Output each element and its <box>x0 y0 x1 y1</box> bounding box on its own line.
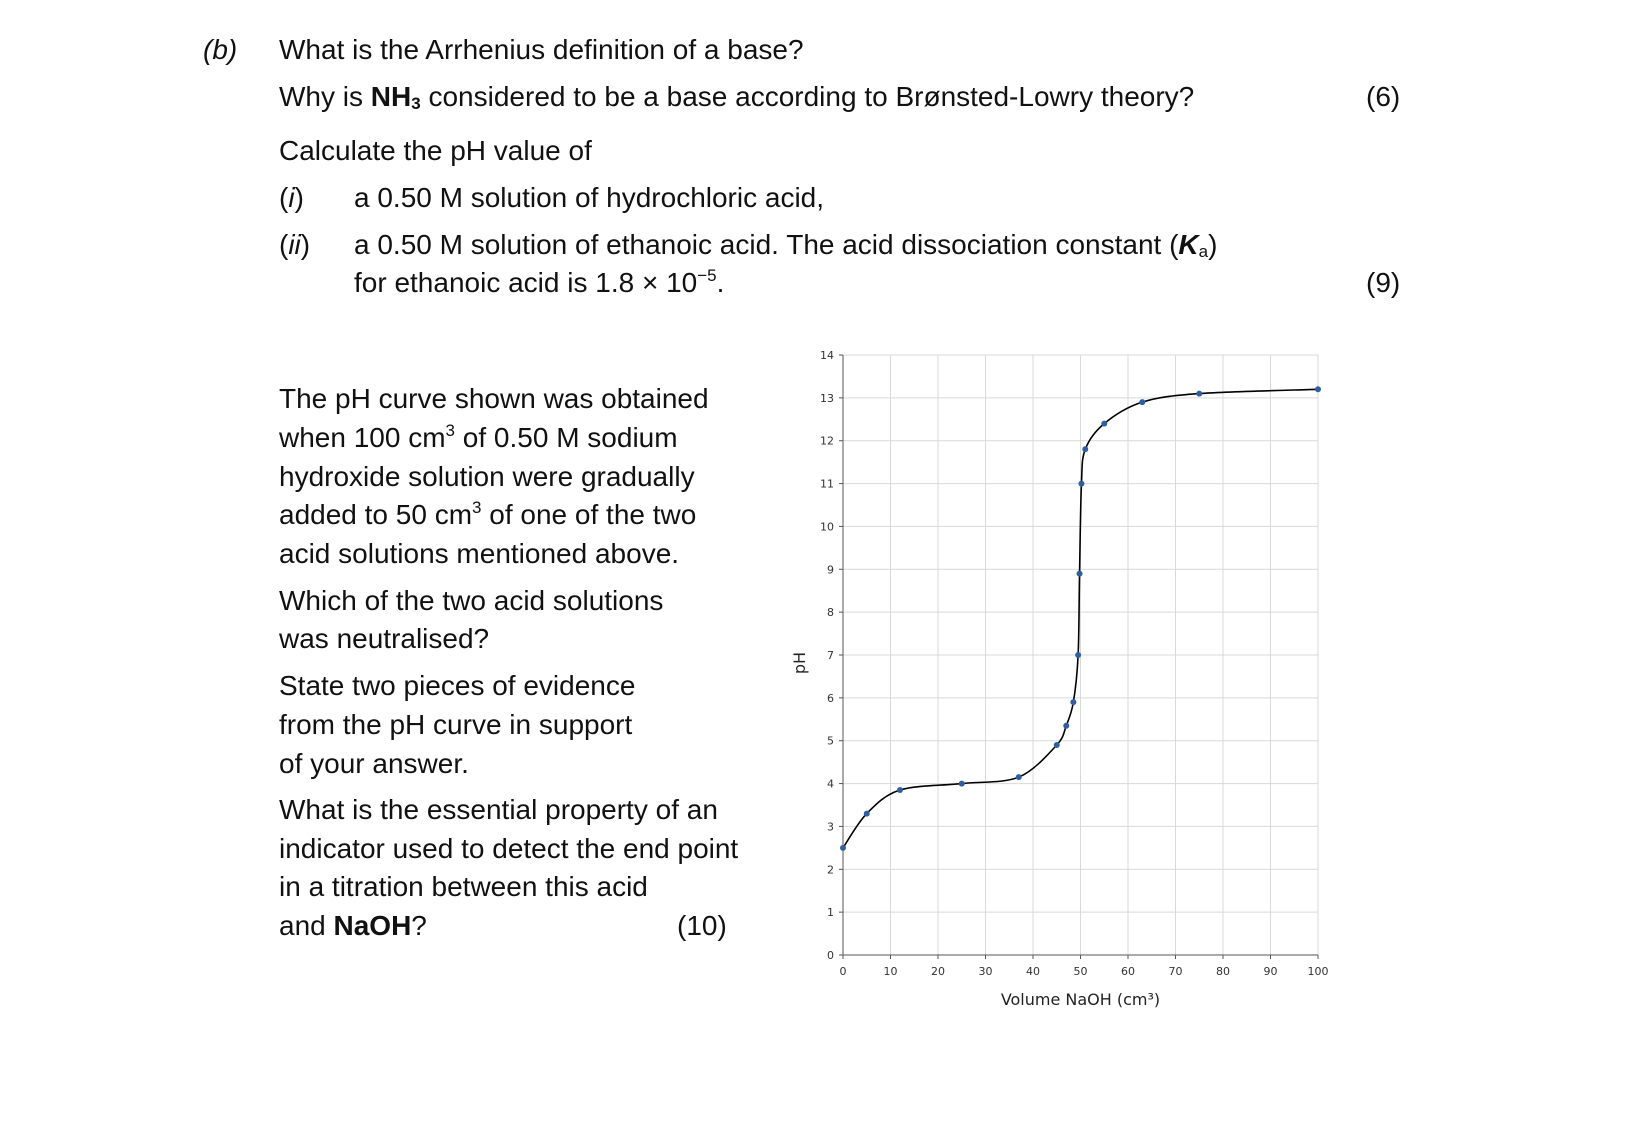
x-tick-label: 60 <box>1121 965 1135 978</box>
data-point <box>1315 386 1321 392</box>
data-point <box>897 787 903 793</box>
p4-l4-b: ? <box>411 910 427 941</box>
curve-p1-line1: The pH curve shown was obtained <box>279 383 709 414</box>
sub-ii-text-line2 <box>354 266 724 300</box>
data-point <box>1070 699 1076 705</box>
curve-p1-line4 <box>279 498 696 532</box>
y-tick-label: 6 <box>827 691 834 705</box>
p1-l2-sup: 3 <box>445 421 456 440</box>
y-tick-label: 7 <box>827 649 834 662</box>
y-tick-label: 0 <box>827 949 834 962</box>
data-point <box>1054 742 1060 748</box>
question-bronsted <box>279 80 1194 114</box>
y-tick-label: 3 <box>827 820 834 834</box>
sub-ii-numeral: ii <box>288 229 301 260</box>
data-point <box>1077 571 1083 577</box>
y-tick-label: 4 <box>827 777 834 791</box>
data-point <box>1082 446 1088 452</box>
data-point <box>959 781 965 787</box>
x-tick-label: 100 <box>1307 965 1329 978</box>
x-axis-label: Volume NaOH (cm³) <box>1000 990 1161 1009</box>
x-tick-label: 40 <box>1026 965 1040 978</box>
y-tick-label: 1 <box>827 906 834 920</box>
curve-p1-line2 <box>279 421 678 455</box>
x-tick-label: 50 <box>1073 965 1088 978</box>
sub-ii-label: (ii) <box>279 229 311 260</box>
curve-p4-line4 <box>279 909 427 943</box>
data-point <box>1078 481 1084 487</box>
naoh-bold: NaOH <box>333 910 412 941</box>
ii-line2-a: for ethanoic acid is 1.8 × 10 <box>354 267 698 298</box>
ii-text-a: a 0.50 M solution of ethanoic acid. The acid dissociation constant ( <box>354 229 1179 260</box>
curve-p4-line3: in a titration between this acid <box>279 871 648 902</box>
curve-p3-line2: from the pH curve in support <box>279 709 633 740</box>
curve-p4-line2: indicator used to detect the end point <box>279 833 739 864</box>
p1-l2-b: of 0.50 M sodium <box>455 422 678 453</box>
x-tick-label: 30 <box>978 965 993 978</box>
x-tick-label: 20 <box>931 965 945 978</box>
y-tick-label: 8 <box>827 606 834 620</box>
x-tick-label: 0 <box>839 965 847 978</box>
question-arrhenius: What is the Arrhenius definition of a base? <box>279 34 804 65</box>
q2-pre: Why is <box>279 81 371 112</box>
ii-line2-b: . <box>716 267 725 298</box>
ii-text-b: ) <box>1208 229 1218 260</box>
sub-ii-text <box>354 228 1217 262</box>
y-tick-label: 13 <box>820 391 834 405</box>
curve-p1-line3: hydroxide solution were gradually <box>279 461 695 492</box>
ii-exponent: −5 <box>697 266 717 285</box>
sub-i-text: a 0.50 M solution of hydrochloric acid, <box>354 182 825 213</box>
part-letter: b <box>212 34 228 65</box>
p4-l4-a: and <box>279 910 334 941</box>
p1-l4-a: added to 50 cm <box>279 499 473 530</box>
ka-symbol: K <box>1178 229 1199 260</box>
q2-post: considered to be a base according to Brønsted-Lowry theory? <box>420 81 1195 112</box>
data-point <box>1075 652 1081 658</box>
curve-p4-line1: What is the essential property of an <box>279 794 718 825</box>
y-tick-label: 2 <box>827 863 834 877</box>
sub-i-label: (i) <box>279 182 304 213</box>
curve-p1-line5: acid solutions mentioned above. <box>279 538 680 569</box>
p1-l4-b: of one of the two <box>481 499 697 530</box>
ka-sub: a <box>1198 242 1209 261</box>
curve-p2-line1: Which of the two acid solutions <box>279 585 664 616</box>
calc-intro: Calculate the pH value of <box>279 135 592 166</box>
x-tick-label: 70 <box>1168 965 1183 978</box>
marks-6: (6) <box>1366 81 1401 112</box>
x-tick-label: 10 <box>883 965 898 978</box>
y-tick-label: 14 <box>820 349 834 362</box>
y-tick-label: 12 <box>820 434 834 448</box>
curve-p3-line3: of your answer. <box>279 748 469 779</box>
y-tick-label: 9 <box>827 563 834 577</box>
sub-i-numeral: i <box>288 182 295 213</box>
data-point <box>1063 723 1069 729</box>
data-point <box>864 811 870 817</box>
ph-curve-chart <box>790 349 1360 1035</box>
x-tick-label: 80 <box>1216 965 1230 978</box>
y-tick-label: 10 <box>820 520 834 534</box>
y-tick-label: 11 <box>820 477 834 491</box>
y-axis-label: pH <box>790 651 809 675</box>
data-point <box>1196 391 1202 397</box>
y-tick-label: 5 <box>827 734 834 748</box>
x-tick-label: 90 <box>1263 965 1278 978</box>
data-point <box>1139 399 1145 405</box>
curve-p2-line2: was neutralised? <box>279 623 490 654</box>
marks-9: (9) <box>1366 267 1401 298</box>
nh3-text: NH <box>370 81 412 112</box>
p1-l4-sup: 3 <box>472 498 482 517</box>
nh3-sub: 3 <box>411 94 421 113</box>
marks-10: (10) <box>677 910 727 941</box>
nh3-formula <box>371 81 421 112</box>
p1-l2-a: when 100 cm <box>279 422 446 453</box>
data-point <box>1101 421 1107 427</box>
part-label: (b) <box>203 34 238 65</box>
curve-p3-line1: State two pieces of evidence <box>279 670 636 701</box>
data-point <box>840 845 846 851</box>
data-point <box>1016 774 1022 780</box>
